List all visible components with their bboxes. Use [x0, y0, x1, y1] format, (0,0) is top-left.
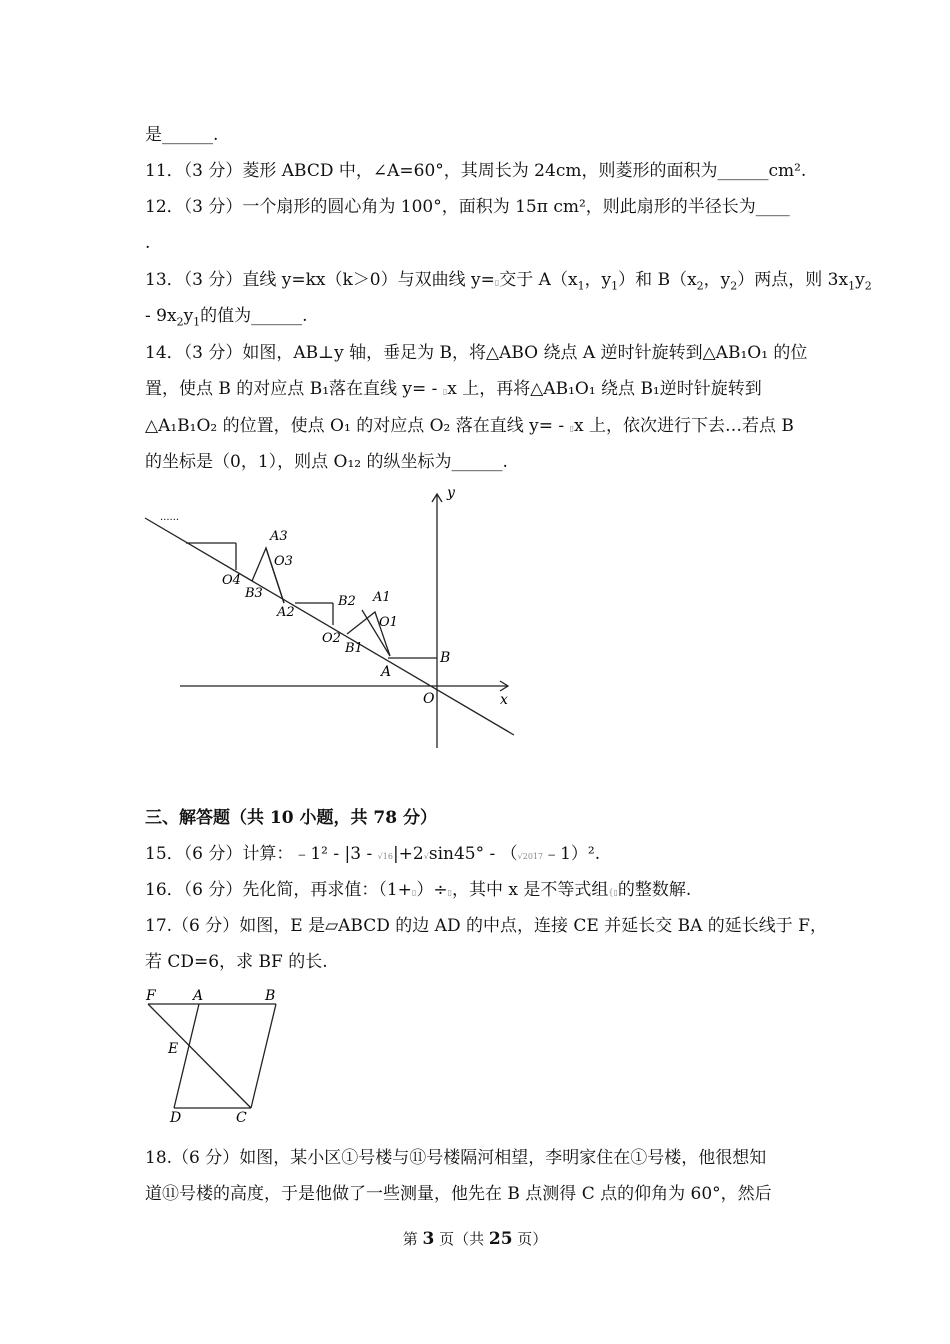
page-footer: 第 3 页（共 25 页）: [402, 1229, 548, 1249]
label-O2: O2: [322, 631, 341, 646]
label-A: A: [193, 988, 204, 1004]
label-O3: O3: [274, 554, 293, 569]
label-B1: B1: [345, 641, 363, 656]
abs-bar-left: |: [344, 844, 351, 864]
section-heading: 三、解答题（共 10 小题，共 78 分）: [145, 808, 437, 828]
inequality-system-icon: {▯: [608, 888, 618, 897]
fraction-icon: ▯: [494, 278, 500, 287]
label-D: D: [170, 1110, 182, 1125]
label-A3: A3: [270, 529, 288, 544]
fraction-icon: ▯: [447, 888, 452, 897]
label-O: O: [423, 691, 435, 707]
label-F: F: [146, 988, 156, 1004]
question-12-cont: .: [145, 233, 151, 253]
fraction-icon: ▯: [442, 387, 448, 396]
abs-bar-right: |: [392, 844, 399, 864]
page-number: 3: [422, 1229, 435, 1249]
question-15: 15．（6 分）计算：﹣1² - |3 - √16|+2√sin45° - （√2017﹣1）².: [145, 844, 601, 864]
question-18-line2: 道⑪号楼的高度，于是他做了一些测量，他先在 B 点测得 C 点的仰角为 60°，然后: [145, 1184, 772, 1204]
fraction-icon: ▯: [411, 888, 417, 897]
label-dots: ......: [160, 512, 180, 523]
label-O1: O1: [379, 615, 398, 630]
question-11: 11．（3 分）菱形 ABCD 中，∠A=60°，其周长为 24cm，则菱形的面积为______cm².: [145, 161, 807, 181]
page-total: 25: [488, 1229, 513, 1249]
question-12: 12．（3 分）一个扇形的圆心角为 100°，面积为 15π cm²，则此扇形的半径长为____: [145, 197, 790, 217]
question-13-cont: - $9x_2y_1$的值为______.: [145, 306, 308, 329]
label-B2: B2: [338, 594, 356, 609]
label-B: B: [265, 988, 276, 1004]
figure-14: [140, 480, 530, 755]
text-line: 是______.: [145, 125, 219, 145]
question-14-line3: △A₁B₁O₂ 的位置，使点 O₁ 的对应点 O₂ 落在直线 y= - ▯x 上，依次进行下去…若点 B: [145, 416, 794, 436]
label-x: x: [500, 692, 508, 708]
label-A1: A1: [373, 590, 391, 605]
question-14-line4: 的坐标是（0，1），则点 O₁₂ 的纵坐标为______.: [145, 452, 508, 472]
question-18-line1: 18.（6 分）如图，某小区①号楼与⑪号楼隔河相望，李明家住在①号楼，他很想知: [145, 1148, 767, 1168]
label-E: E: [168, 1041, 179, 1057]
label-y: y: [447, 485, 455, 501]
question-17-line1: 17.（6 分）如图，E 是▱ABCD 的边 AD 的中点，连接 CE 并延长交 BA 的延长线于 F，: [145, 916, 827, 936]
question-13: 13．（3 分）直线 y=kx（k＞0）与双曲线 y=▯交于 $A(x_1$，$y_1$）和 $B(x_2$，$y_2$）两点，则 $3x_1y_2$: [145, 270, 872, 293]
label-O4: O4: [222, 573, 241, 588]
figure-17: [140, 983, 290, 1125]
label-B3: B3: [245, 586, 263, 601]
label-B: B: [440, 650, 451, 666]
question-17-line2: 若 CD=6，求 BF 的长.: [145, 952, 328, 972]
label-C: C: [236, 1110, 247, 1125]
label-A2: A2: [277, 605, 295, 620]
question-14-line1: 14．（3 分）如图，AB⊥y 轴，垂足为 B，将△ABO 绕点 A 逆时针旋转到△AB₁O₁ 的位: [145, 343, 808, 363]
question-14-line2: 置，使点 B 的对应点 B₁落在直线 y= - ▯x 上，再将△AB₁O₁ 绕点 B₁逆时针旋转到: [145, 379, 762, 399]
fraction-icon: ▯: [569, 424, 574, 433]
label-A: A: [381, 664, 392, 680]
question-16: 16．（6 分）先化简，再求值：（1+▯）÷▯，其中 x 是不等式组{▯的整数解.: [145, 880, 692, 900]
